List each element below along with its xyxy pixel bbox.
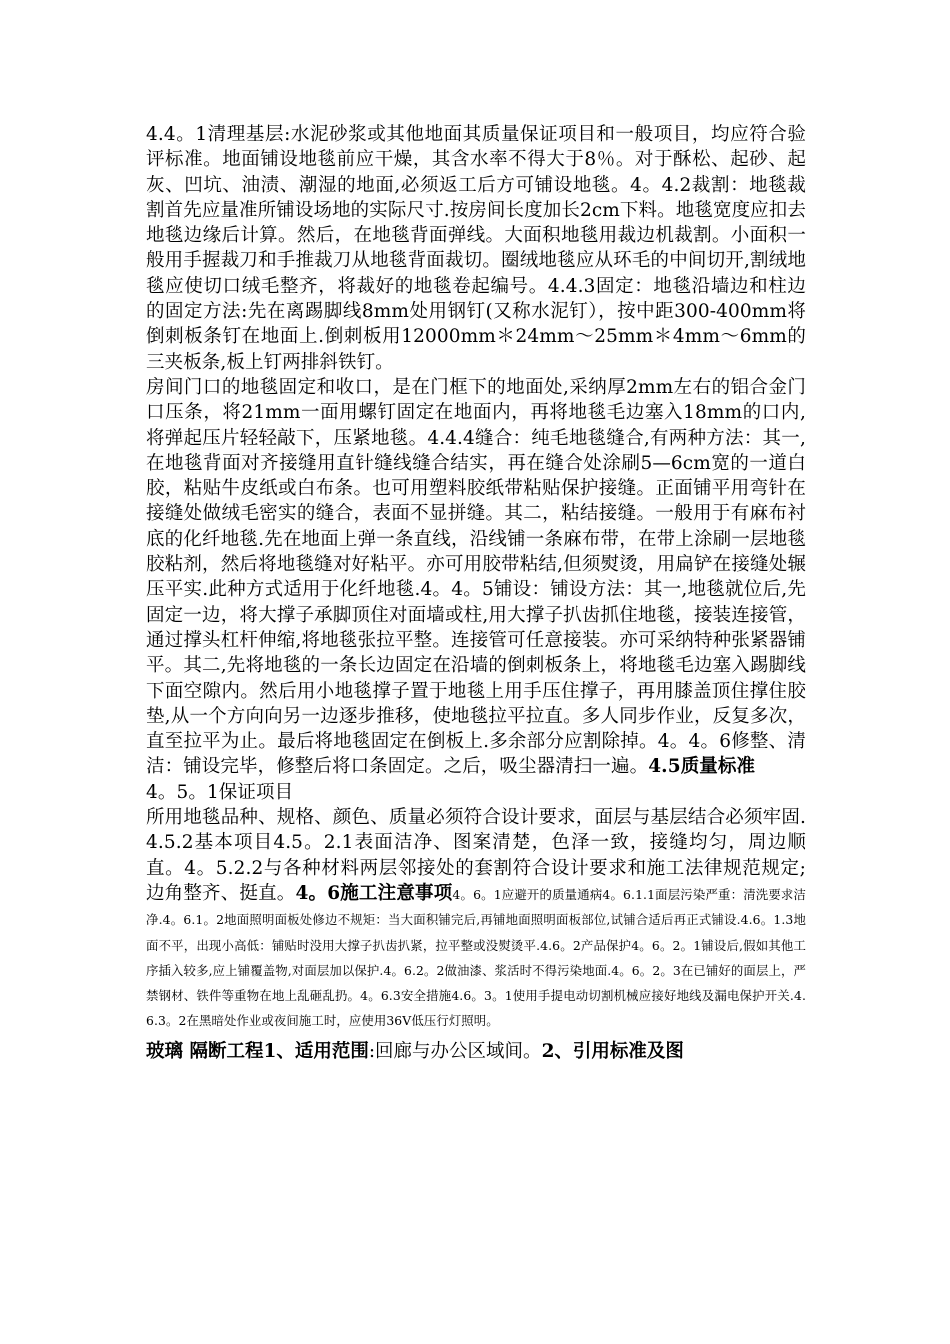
text-run: 4。5。1保证项目 bbox=[146, 781, 294, 803]
paragraph-carpet-install-2 bbox=[146, 375, 806, 780]
text-run: 4.4。1清理基层:水泥砂浆或其他地面其质量保证项目和一般项目，均应符合验评标准。地面铺设地毯前应干燥，其含水率不得大于8％。对于酥松、起砂、起灰、凹坑、油渍、潮湿的地面,必须返工后方可铺设地毯。4。4.2裁割：地毯裁割首先应量准所铺设场地的实际尺寸.按房间长度加长2cm下料。地毯宽度应扣去地毯边缘后计算。然后，在地毯背面弹线。大面积地毯用裁边机裁割。小面积一般用手握裁刀和手推裁刀从地毯背面裁切。圈绒地毯应从环毛的中间切开,割绒地毯应使切口绒毛整齐，将裁好的地毯卷起编号。4.4.3固定：地毯沿墙边和柱边的固定方法:先在离踢脚线8mm处用钢钉(又称水泥钉），按中距300-400mm将倒刺板条钉在地面上.倒刺板用12000mm＊24mm～25mm＊4mm～6mm的三夹板条,板上钉两排斜铁钉。 bbox=[146, 124, 806, 373]
paragraph-basic-items bbox=[146, 805, 806, 1033]
text-run: 房间门口的地毯固定和收口，是在门框下的地面处,采纳厚2mm左右的铝合金门口压条，将21mm一面用螺钉固定在地面内，再将地毯毛边塞入18mm的口内,将弹起压片轻轻敲下，压紧地毯。4.4.4缝合：纯毛地毯缝合,有两种方法：其一,在地毯背面对齐接缝用直针缝线缝合结实，再在缝合处涂刷5—6cm宽的一道白胶，粘贴牛皮纸或白布条。也可用塑料胶纸带粘贴保护接缝。正面铺平用弯针在接缝处做绒毛密实的缝合，表面不显拼缝。其二，粘结接缝。一般用于有麻布衬底的化纤地毯.先在地面上弹一条直线，沿线铺一条麻布带，在带上涂刷一层地毯胶粘剂，然后将地毯缝对好粘平。亦可用胶带粘结,但须熨烫，用扁铲在接缝处辗压平实.此种方式适用于化纤地毯.4。4。5铺设：铺设方法：其一,地毯就位后,先固定一边，将大撑子承脚顶住对面墙或柱,用大撑子扒齿抓住地毯，接装连接管，通过撑头杠杆伸缩,将地毯张拉平整。连接管可任意接装。亦可采纳特种张紧器铺平。其二,先将地毯的一条长边固定在沿墙的倒刺板条上，将地毯毛边塞入踢脚线下面空隙内。然后用小地毯撑子置于地毯上用手压住撑子，再用膝盖顶住撑住胶垫,从一个方向向另一边逐步推移，使地毯拉平拉直。多人同步作业，反复多次，直至拉平为止。最后将地毯固定在倒板上.多余部分应割除掉。4。4。6修整、清洁：铺设完毕，修整后将口条固定。之后，吸尘器清扫一遍。 bbox=[146, 376, 806, 778]
precautions-text: 4。6。1应避开的质量通病4。6.1.1面层污染严重：清洗要求洁净.4。6.1。2地面照明面板处修边不规矩：当大面积铺完后,再铺地面照明面板部位,试铺合适后再正式铺设.4.6。1.3地面不平，出现小高低：铺贴时没用大撑子扒齿扒紧，拉平整或没熨烫平.4.6。2产品保护4。6。2。1铺设后,假如其他工序插入较多,应上铺覆盖物,对面层加以保护.4。6.2。2做油漆、浆活时不得污染地面.4。6。2。3在已铺好的面层上，严禁钢材、铁件等重物在地上乱砸乱扔。4。6.3安全措施4.6。3。1使用手提电动切割机械应接好地线及漏电保护开关.4.6.3。2在黑暗处作业或夜间施工时，应使用36V低压行灯照明。 bbox=[146, 886, 806, 1029]
heading-reference-standards: 2、引用标准及图 bbox=[541, 1040, 684, 1062]
document-body bbox=[146, 122, 806, 1083]
paragraph-carpet-install-1 bbox=[146, 122, 806, 375]
text-run: 所用地毯品种、规格、颜色、质量必须符合设计要求，面层与基层结合必须牢固.4.5.2基本项目4.5。2.1表面洁净、图案清楚，色泽一致，接缝均匀，周边顺直。4。5.2.2与各种材料两层邻接处的套割符合设计要求和施工法律规范规定;边角整齐、挺直。 bbox=[146, 807, 806, 904]
paragraph-guarantee-items bbox=[146, 780, 806, 805]
paragraph-glass-partition bbox=[146, 1039, 806, 1065]
section-heading-quality-standard: 4.5质量标准 bbox=[648, 756, 756, 778]
text-run: :回廊与办公区域间。 bbox=[368, 1040, 542, 1062]
heading-glass-partition: 玻璃 隔断工程1、适用范围 bbox=[146, 1040, 369, 1062]
section-heading-precautions: 4。6施工注意事项 bbox=[295, 882, 453, 904]
